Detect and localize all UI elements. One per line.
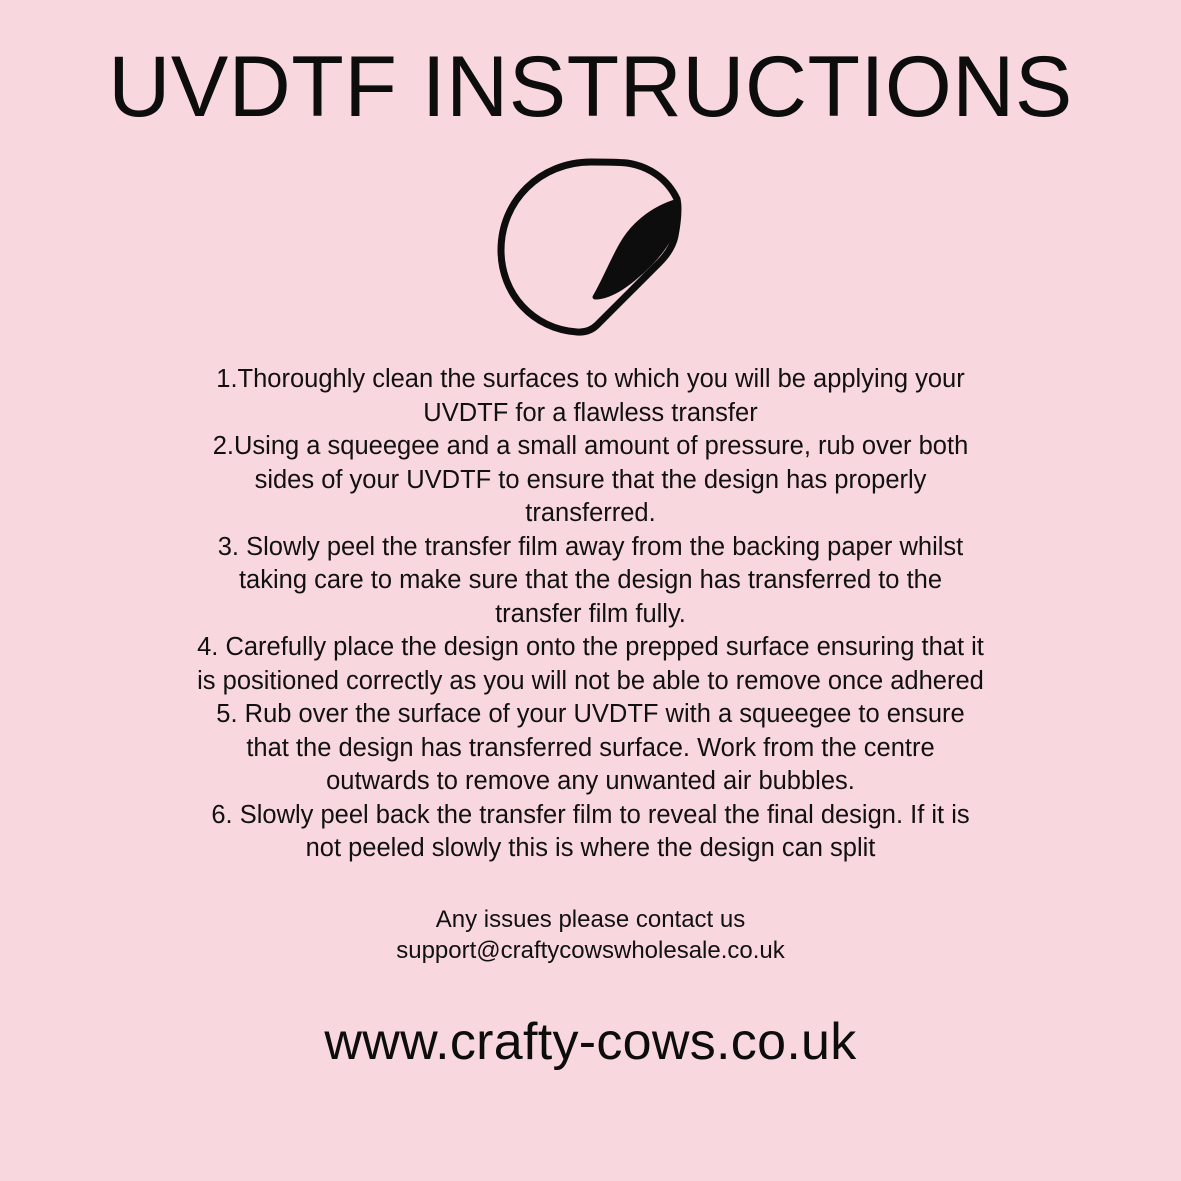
contact-line: Any issues please contact us [435,905,746,933]
list-item: 4. Carefully place the design onto the prepped surface ensuring that it is positioned correctly as you will not be able to remove once adhered [197,633,984,695]
website-url: www.crafty-cows.co.uk [324,1012,857,1071]
support-email: support@craftycowswholesale.co.uk [396,936,785,964]
sticker-graphic [491,154,691,339]
contact-block [196,904,986,966]
list-item: 1.Thoroughly clean the surfaces to which you will be applying your UVDTF for a flawless transfer [216,365,965,427]
list-item: 5. Rub over the surface of your UVDTF with a squeegee to ensure that the design has transferred surface. Work from the centre outwards to remove any unwanted air bubbles. [216,700,965,796]
page-title: UVDTF INSTRUCTIONS [108,39,1073,135]
instruction-steps [196,363,986,866]
list-item: 2.Using a squeegee and a small amount of pressure, rub over both sides of your UVDTF to ensure that the design has properly transferred. [212,432,969,528]
list-item: 3. Slowly peel the transfer film away from the backing paper whilst taking care to make sure that the design has transferred to the transfer film fully. [217,532,964,628]
peeling-sticker-icon [491,154,691,339]
list-item: 6. Slowly peel back the transfer film to reveal the final design. If it is not peeled slowly this is where the design can split [211,800,970,863]
